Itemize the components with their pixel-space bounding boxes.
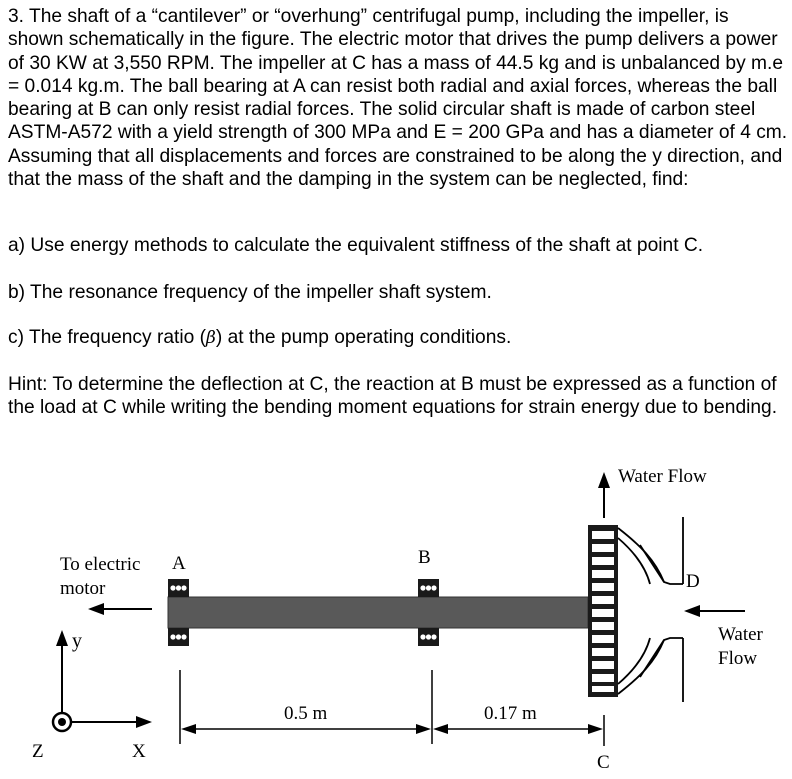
dimension-ab-label: 0.5 m <box>284 703 328 724</box>
water-flow-top-arrow <box>598 472 610 518</box>
part-b-question: b) The resonance frequency of the impeller shaft system. <box>8 282 492 303</box>
part-a-question: a) Use energy methods to calculate the equivalent stiffness of the shaft at point C. <box>8 235 704 256</box>
point-a-label: A <box>172 553 186 574</box>
motor-label-line1: To electric <box>60 554 141 575</box>
axis-y-label: y <box>72 630 82 652</box>
point-b-label: B <box>418 547 431 568</box>
water-flow-top-label: Water Flow <box>618 466 707 487</box>
part-c-question <box>8 326 788 350</box>
shaft <box>168 597 588 628</box>
water-flow-right-label-line2: Flow <box>718 648 758 669</box>
pump-shaft-figure <box>0 455 792 779</box>
axis-x-label: X <box>132 741 146 762</box>
beta-symbol: β <box>206 328 216 348</box>
dimension-lines <box>180 670 604 746</box>
coordinate-axes <box>53 630 152 731</box>
point-d-label: D <box>686 571 700 592</box>
dimension-bc-label: 0.17 m <box>484 703 537 724</box>
water-flow-right-label-line1: Water <box>718 624 763 645</box>
part-c-suffix: ) at the pump operating conditions. <box>215 327 512 348</box>
motor-label-line2: motor <box>60 578 106 599</box>
axis-z-label: Z <box>32 741 44 762</box>
water-flow-right-arrow <box>684 605 745 617</box>
point-c-label: C <box>597 752 610 773</box>
hint: Hint: To determine the deflection at C, the reaction at B must be expressed as a function of the load at C while writing the bending moment equations for strain energy due to bending. <box>8 374 778 419</box>
part-c-prefix: c) The frequency ratio ( <box>8 327 207 348</box>
problem-statement: 3. The shaft of a “cantilever” or “overhung” centrifugal pump, including the impeller, is shown schematically in the figure. The electric motor that drives the pump delivers a power of 30 KW at 3,550 RPM. The impeller at C has a mass of 44.5 kg and is unbalanced by m.e = 0.014 kg.m. The ball bearing at A can resist both radial and axial forces, whereas the ball bearing at B can only resist radial forces. The solid circular shaft is made of carbon steel ASTM-A572 with a yield strength of 300 MPa and E = 200 GPa and has a diameter of 4 cm. Assuming that all displacements and forces are constrained to be along the y direction, and that the mass of the shaft and the damping in the system can be neglected, find: <box>8 6 788 191</box>
impeller <box>588 517 683 702</box>
motor-arrow <box>88 603 152 615</box>
